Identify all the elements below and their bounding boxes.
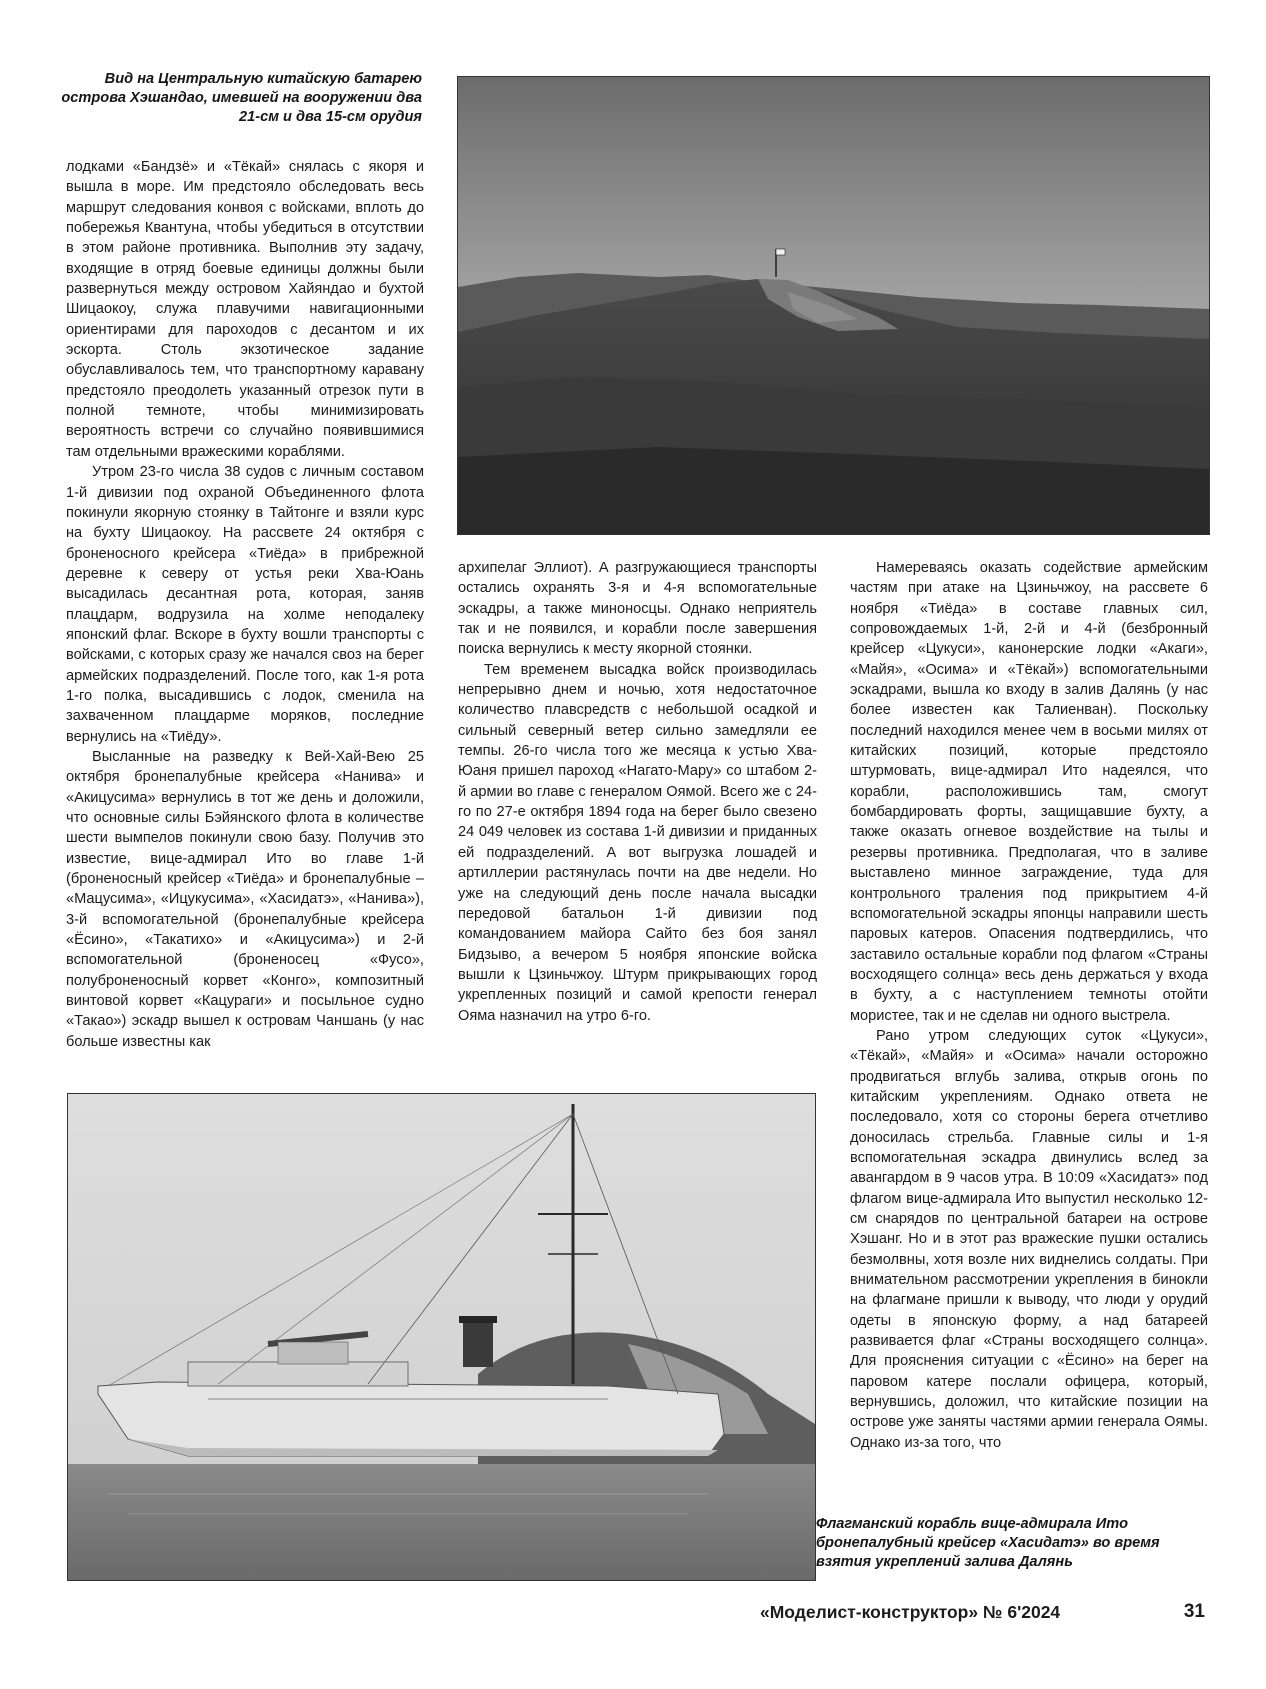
paragraph: Рано утром следующих суток «Цукуси», «Тёкай», «Майя» и «Осима» начали осторожно продвигаться вглубь залива, открыв огонь по китайским укреплениям. Однако ответа не последовало, хотя со стороны берега отчетливо доносилась стрельба. Главные силы и 1-я вспомогательная эскадра двинулись вслед за авангардом в 9 часов утра. В 10:09 «Хасидатэ» под флагом вице-адмирала Ито выпустил несколько 12-см снарядов по центральной батареи на острове Хэшанг. Но и в этот раз вражеские пушки остались безмолвны, хотя возле них виднелись солдаты. При внимательном рассмотрении укрепления в бинокли на флагмане пришли к выводу, что люди у орудий одеты в японскую форму, а над батареей развивается флаг «Страны восходящего солнца». Для прояснения ситуации с «Ёсино» на берег на паровом катере послали офицера, который, вернувшись, доложил, что китайские позиции на острове уже заняты частями армии генерала Оямы. Однако из-за того, что xyxy=(850,1027,1208,1451)
text-column-1 xyxy=(66,157,424,1052)
page-number: 31 xyxy=(1183,1601,1205,1622)
photo-cruiser-hashidate xyxy=(67,1093,816,1581)
journal-title: «Моделист-конструктор» № 6'2024 xyxy=(760,1602,1061,1622)
photo-battery-hill xyxy=(457,76,1210,535)
paragraph: лодками «Бандзё» и «Тёкай» снялась с якоря и вышла в море. Им предстояло обследовать весь маршрут следования конвоя с войсками, вплоть до побережья Квантуна, чтобы убедиться в отсутствии в этом районе противника. Выполнив эту задачу, входящие в отряд боевые единицы должны были развернуться между островом Хайяндао и бухтой Шицаокоу, служа плавучими навигационными ориентирами для пароходов с десантом и их эскорта. Столь экзотическое задание обуславливалось тем, что транспортному каравану предстояло преодолеть указанный отрезок пути в полной темноте, чтобы минимизировать вероятность встречи со случайно появившимися там отдельными вражескими кораблями. xyxy=(66,159,424,460)
text-column-3 xyxy=(850,558,1208,1453)
paragraph: Тем временем высадка войск производилась непрерывно днем и ночью, хотя недостаточное количество плавсредств с небольшой осадкой и сильный северный ветер сильно замедляли ее темпы. 26-го числа того же месяца к устью Хва-Юаня пришел пароход «Нагато-Мару» со штабом 2-й армии во главе с генералом Оямой. Всего же с 24-го по 27-е октября 1894 года на берег было свезено 24 049 человек из состава 1-й дивизии и приданных ей подразделений. А вот выгрузка лошадей и артиллерии растянулась почти на две недели. Но уже на следующий день после начала высадки передовой батальон 1-й дивизии под командованием майора Сайто без боя занял Бидзыво, а вечером 5 ноября японские войска вышли к Цзиньчжоу. Штурм прикрывающих город укрепленных позиций и самой крепости генерал Ояма назначил на утро 6-го. xyxy=(458,661,817,1024)
photo-caption-cruiser: Флагманский корабль вице-адмирала Ито бронепалубный крейсер «Хасидатэ» во время взятия укреплений залива Далянь xyxy=(816,1516,1160,1570)
paragraph: Высланные на разведку к Вей-Хай-Вею 25 октября бронепалубные крейсера «Нанива» и «Акицусима» вернулись в тот же день и доложили, что основные силы Бэйянского флота в количестве шести вымпелов покинули свою базу. Получив это известие, вице-адмирал Ито во главе 1-й (броненосный крейсер «Тиёда» и бронепалубные – «Мацусима», «Ицукусима», «Хасидатэ», «Нанива»), 3-й вспомогательной (бронепалубные крейсера «Ёсино», «Такатихо» и «Акицусима») и 2-й вспомогательной (броненосец «Фусо», полуброненосный корвет «Конго», композитный винтовой корвет «Кацураги» и посыльное судно «Такао») эскадр вышел к островам Чаншань (у нас больше известны как xyxy=(66,748,424,1050)
text-column-2 xyxy=(458,558,817,1026)
paragraph: архипелаг Эллиот). А разгружающиеся транспорты остались охранять 3-я и 4-я вспомогательные эскадры, а также миноносцы. Однако неприятель так и не появился, и корабли после завершения поиска вернулись к месту якорной стоянки. xyxy=(458,560,817,658)
paragraph: Намереваясь оказать содействие армейским частям при атаке на Цзиньчжоу, на рассвете 6 ноября «Тиёда» в составе главных сил, сопровождаемых 1-й, 2-й и 4-й (безбронный крейсер «Цукуси», канонерские лодки «Акаги», «Майя», «Осима» и «Тёкай») вспомогательными эскадрами, вышла ко входу в залив Далянь (у нас более известен как Талиенван). Поскольку последний находился менее чем в восьми милях от китайских позиций, которые предстояло штурмовать, вице-адмирал Ито надеялся, что корабли, расположившись там, смогут бомбардировать форты, защищавшие бухту, а также оказать огневое воздействие на тылы и резервы противника. Предполагая, что в заливе выставлено минное заграждение, туда для контрольного траления под прикрытием 4-й вспомогательной эскадры японцы направили шесть паровых катеров. Опасения подтвердились, что заставило остальные корабли под флагом «Страны восходящего солнца» весь день держаться у входа в бухту, а с наступлением темноты отойти мористее, так и не сделав ни одного выстрела. xyxy=(850,560,1208,1024)
photo-caption-battery: Вид на Центральную китайскую батарею острова Хэшандао, имевшей на вооружении два 21-см и два 15-см орудия xyxy=(61,71,422,125)
paragraph: Утром 23-го числа 38 судов с личным составом 1-й дивизии под охраной Объединенного флота покинули якорную стоянку в Тайтонге и взяли курс на бухту Шицаокоу. На рассвете 24 октября с броненосного крейсера «Тиёда» в прибрежной деревне к северу от устья реки Хва-Юань высадилась десантная рота, которая, заняв плацдарм, водрузила на холме неподалеку японский флаг. Вскоре в бухту вошли транспорты с войсками, с которых сразу же начался своз на берег армейских подразделений. После того, как 1-я рота 1-го полка, высадившись с лодок, сменила на захваченном плацдарме моряков, последние вернулись на «Тиёду». xyxy=(66,464,424,745)
